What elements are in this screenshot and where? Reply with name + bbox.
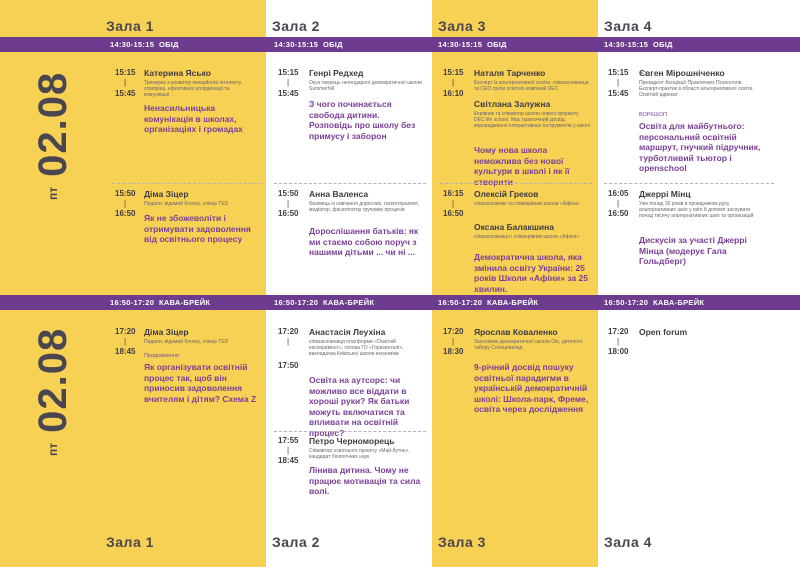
- session-title: Чому нова школа неможлива без нової культури в школі і як її створити: [474, 145, 570, 187]
- speaker-name: Петро Черноморець: [309, 436, 395, 446]
- speaker-name-2: Оксана Балакшина: [474, 222, 554, 232]
- speaker-role: Засновник демократичної школи Ole, дитячого табору Солнцевклад: [474, 339, 583, 351]
- slot-separator: [112, 183, 262, 184]
- speaker-role: Співавтор освітнього проекту «Май-бутнє», кандидат біологічних наук: [309, 448, 410, 460]
- time-start: 15:50: [115, 189, 136, 198]
- time-divider: |: [287, 337, 290, 346]
- time-end: 18:45: [278, 456, 299, 465]
- hall-header-4: Зала 4: [604, 18, 652, 34]
- time-end: 15:45: [278, 89, 299, 98]
- session-title: З чого починається свобода дитини. Розповідь про школу без примусу і заборон: [309, 99, 416, 141]
- speaker-role: співзасновник та співкерівник школи «Афіни»: [474, 201, 580, 207]
- speaker-name-2: Світлана Залужна: [474, 99, 551, 109]
- speaker-name: Ярослав Коваленко: [474, 327, 558, 337]
- time-start: 17:20: [115, 327, 136, 336]
- time-start: 15:15: [608, 68, 629, 77]
- time-start: 16:15: [443, 189, 464, 198]
- time-end: 17:50: [278, 361, 299, 370]
- time-divider: |: [287, 446, 290, 455]
- lunch-label-2: 14:30-15:15 ОБІД: [274, 40, 343, 49]
- time-end: 18:30: [443, 347, 464, 356]
- time-start: 17:20: [608, 327, 629, 336]
- date-label-block-2: пт 02.08: [30, 327, 75, 456]
- speaker-role: Тренерка з розвитку емоційного інтелекту, співпраці, ефективної координації та комунікації: [144, 80, 243, 98]
- hall-header-2: Зала 2: [272, 18, 320, 34]
- time-end: 16:10: [443, 89, 464, 98]
- session-tag: Продовження: [144, 353, 179, 359]
- speaker-role: Педагог, відомий блогер, спікер TED: [144, 339, 229, 345]
- coffee-break-bar: [0, 295, 800, 310]
- time-start: 16:05: [608, 189, 629, 198]
- time-divider: |: [452, 199, 455, 208]
- slot-separator: [604, 183, 774, 184]
- session-title: Лінива дитина. Чому не працює мотивація та сила волі.: [309, 465, 421, 496]
- time-divider: |: [452, 337, 455, 346]
- hall-footer-1: Зала 1: [106, 534, 154, 550]
- speaker-role: Окун творець легендарної демократичної школи Summerhill: [309, 80, 422, 92]
- speaker-role: Фахівець із навчання дорослих, псиxотерапевт, медіатор, фасилітатор групових процесів: [309, 201, 419, 213]
- time-end: 18:00: [608, 347, 629, 356]
- coffee-label-2: 16:50-17:20 КАВА-БРЕЙК: [274, 298, 375, 307]
- time-divider: |: [617, 199, 620, 208]
- lunch-label-1: 14:30-15:15 ОБІД: [110, 40, 179, 49]
- coffee-label-4: 16:50-17:20 КАВА-БРЕЙК: [604, 298, 705, 307]
- slot-separator: [274, 431, 426, 432]
- speaker-role-2: співзасновниця і співкерівник школи «Афіни»: [474, 234, 580, 240]
- time-divider: |: [124, 199, 127, 208]
- speaker-name: Олексій Греков: [474, 189, 539, 199]
- hall-header-3: Зала 3: [438, 18, 486, 34]
- speaker-role: Уже понад 30 років в провідником руху альтернативних шкіл у світі й допоміг заснувати понад тисячу альтернативних шкіл та організацій: [639, 201, 754, 219]
- lunch-label-4: 14:30-15:15 ОБІД: [604, 40, 673, 49]
- speaker-role: Президент Асоціації Практичних Психологів. Експерт-практик в області альтернативної освіти. Освітній адвокат: [639, 80, 754, 98]
- time-divider: |: [617, 78, 620, 87]
- speaker-name: Наталя Тарченко: [474, 68, 546, 78]
- session-title: Дискусія за участі Джеррі Мінца (модерує Гала Гольдберг): [639, 235, 747, 266]
- speaker-name: Джеррі Мінц: [639, 189, 691, 199]
- time-end: 15:45: [115, 89, 136, 98]
- time-start: 15:15: [443, 68, 464, 77]
- time-divider: |: [452, 78, 455, 87]
- hall-footer-2: Зала 2: [272, 534, 320, 550]
- speaker-name: Діма Зіцер: [144, 327, 189, 337]
- coffee-label-3: 16:50-17:20 КАВА-БРЕЙК: [438, 298, 539, 307]
- speaker-role: Педагог, відомий блогер, спікер TED: [144, 201, 229, 207]
- speaker-name: Євген Мірошніченко: [639, 68, 725, 78]
- time-start: 17:20: [278, 327, 299, 336]
- time-end: 16:50: [443, 209, 464, 218]
- speaker-name: Генрі Редхед: [309, 68, 364, 78]
- date-label-block-1: пт 02.08: [30, 71, 75, 200]
- hall-footer-4: Зала 4: [604, 534, 652, 550]
- lunch-bar: [0, 37, 800, 52]
- speaker-role: співзасновниця платформи «Освітній експеримент», голова ГО «Горизонталі», викладачка Київської школи економіки: [309, 339, 404, 357]
- time-end: 15:45: [608, 89, 629, 98]
- speaker-name: Діма Зіцер: [144, 189, 189, 199]
- speaker-role-2: Керівник та співавтор школи нового формату DEC life school. Має практичний досвід впровадження інтерактивних інструментів у школі: [474, 111, 590, 129]
- coffee-label-1: 16:50-17:20 КАВА-БРЕЙК: [110, 298, 211, 307]
- time-divider: |: [124, 337, 127, 346]
- session-title: Як не збожеволіти і отримувати задоволення від освітнього процесу: [144, 213, 251, 244]
- session-title: Освіта на аутсорс: чи можливо все віддати в хороші руки? Як батьки можуть включатися та впливати на освітній процес?: [309, 375, 410, 438]
- session-tag: ВОРКШОП: [639, 112, 667, 118]
- hall-header-1: Зала 1: [106, 18, 154, 34]
- time-end: 16:50: [608, 209, 629, 218]
- speaker-name: Open forum: [639, 327, 688, 337]
- time-divider: |: [287, 199, 290, 208]
- session-title: 9-річний досвід пошуку освітньої парадигми в українській демократичній школі: Школа-парк, Фреме, освіта через дослідження: [474, 362, 589, 414]
- session-title: Ненасильницька комунікація в школах, організаціях і громадах: [144, 103, 243, 134]
- time-divider: |: [617, 337, 620, 346]
- time-end: 16:50: [115, 209, 136, 218]
- time-divider: |: [124, 78, 127, 87]
- speaker-name: Анастасія Леухіна: [309, 327, 386, 337]
- hall-footer-3: Зала 3: [438, 534, 486, 550]
- lunch-label-3: 14:30-15:15 ОБІД: [438, 40, 507, 49]
- time-end: 18:45: [115, 347, 136, 356]
- time-start: 17:20: [443, 327, 464, 336]
- session-title: Дорослішання батьків: як ми стаємо собою поруч з нашими дітьми ... чи ні ...: [309, 226, 419, 257]
- time-start: 15:15: [278, 68, 299, 77]
- session-title: Освіта для майбутнього: персональний освітній маршрут, гнучкий підручник, турботливий тьютор і openschool: [639, 121, 761, 173]
- time-end: 16:50: [278, 209, 299, 218]
- slot-separator: [274, 183, 426, 184]
- time-start: 15:50: [278, 189, 299, 198]
- slot-separator: [440, 183, 592, 184]
- time-divider: |: [287, 78, 290, 87]
- speaker-name: Катерина Ясько: [144, 68, 211, 78]
- session-title: Як організувати освітній процес так, щоб він приносив задоволення вчителям і дітям? Схема Z: [144, 362, 257, 404]
- speaker-name: Анна Валенса: [309, 189, 369, 199]
- session-title: Демократична школа, яка змінила освіту України: 25 років Школи «Афіни» за 25 хвилин.: [474, 252, 589, 294]
- time-start: 17:55: [278, 436, 299, 445]
- time-start: 15:15: [115, 68, 136, 77]
- speaker-role: Експерт із альтернативної освіти, співзасновниця та CEO групи освітніх компаній DEC: [474, 80, 589, 92]
